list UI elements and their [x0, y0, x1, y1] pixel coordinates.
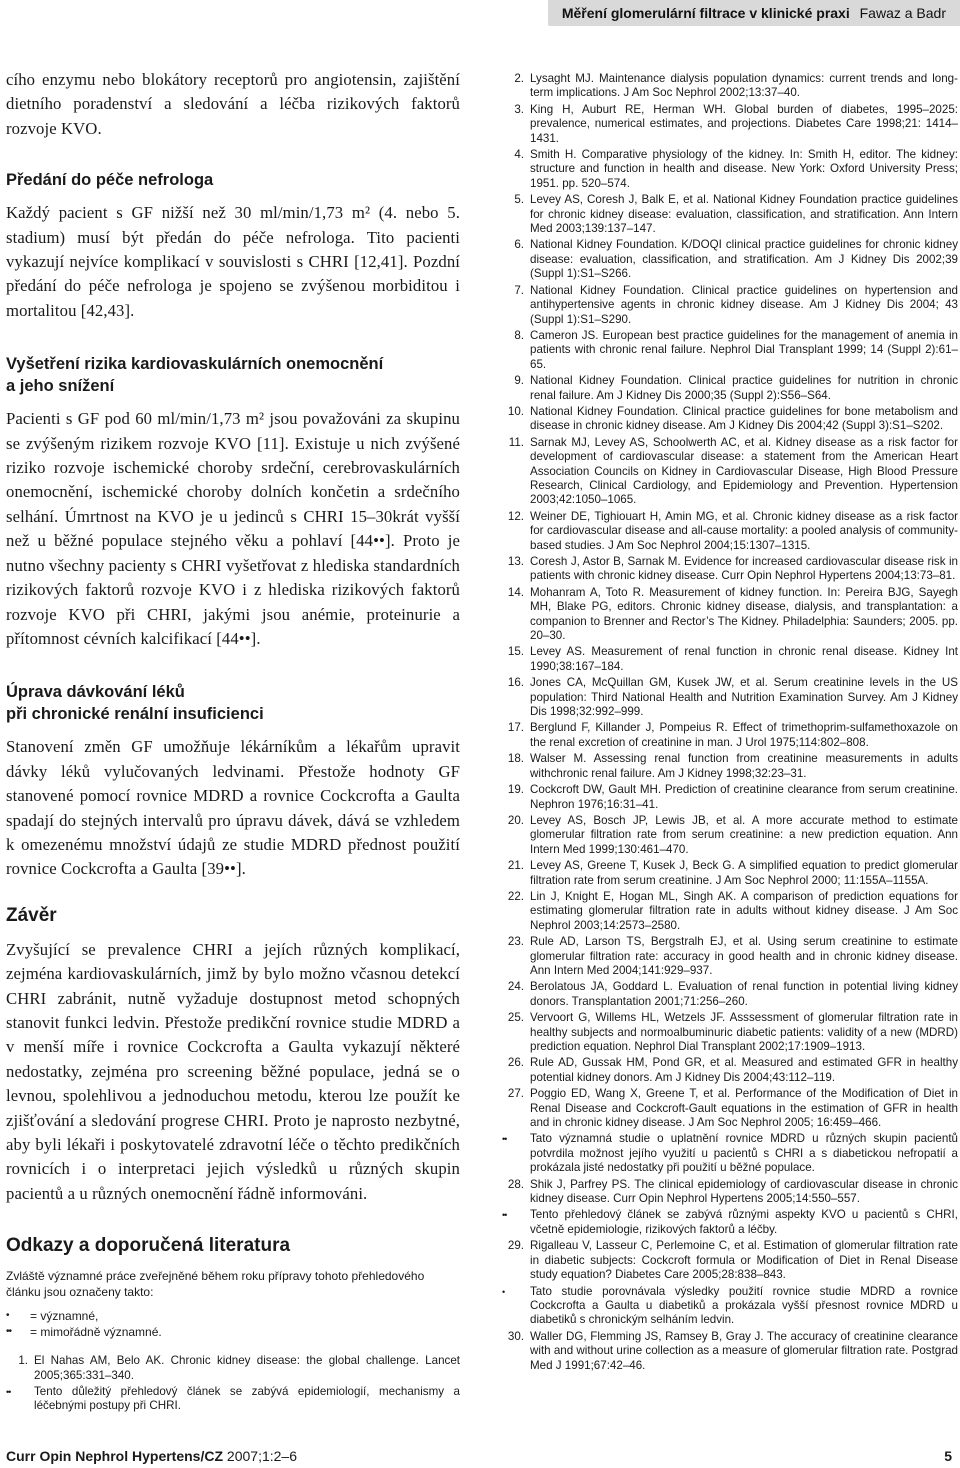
reference-text: Rigalleau V, Lasseur C, Perlemoine C, et al. Estimation of glomerular filtration rate in diabetic subjects: Cockcroft formula or Modification of Diet in Renal Disease study equation? Diabetes Care 2005;28:838–843.	[530, 1239, 958, 1282]
reference-number: 15.	[507, 645, 524, 659]
reference-item	[502, 436, 958, 508]
footer-issue: 2007;1:2–6	[223, 1448, 297, 1464]
reference-text: Berolatous JA, Goddard L. Evaluation of renal function in potential living kidney donors. Transplantation 2001;71:256–260.	[530, 980, 958, 1008]
reference-text: Berglund F, Killander J, Pompeius R. Effect of trimethoprim-sulfamethoxazole on the renal excretion of creatinine in man. J Urol 1975;114:802–808.	[530, 721, 958, 749]
double-dot-icon: ••	[6, 1326, 12, 1338]
reference-text: Rule AD, Gussak HM, Pond GR, et al. Measured and estimated GFR in healthy potential kidney donors. Am J Kidney Dis 2004;43:112–119.	[530, 1056, 958, 1084]
running-head-title: Měření glomerulární filtrace v klinické praxi	[561, 5, 850, 21]
reference-text: National Kidney Foundation. Clinical practice guidelines for nutrition in chronic renal failure. Am J Kidney Dis 2000;35 (Suppl 2):S56–S64.	[530, 374, 958, 402]
right-column	[502, 72, 958, 1375]
reference-text: Vervoort G, Willems HL, Wetzels JF. Asssessment of glomerular filtration rate in healthy subjects and normoalbuminuric diabetic patients: validity of a new (MDRD) prediction equation. Nephrol Dial Transplant 2002;17:1909–1913.	[530, 1011, 958, 1053]
reference-item	[502, 405, 958, 434]
reference-item	[502, 814, 958, 857]
paragraph: Stanovení změn GF umožňuje lékárníkům a lékařům upravit dávky léků vylučovaných ledvinami. Přestože hodnoty GF stanovené pomocí rovnice MDRD a rovnice Cockcrofta a Gaulta spadají do stejných intervalů pro úpravu dávek, dává se vzhledem k omezenému množství údajů ze studie MDRD přednost použití rovnice Cockcrofta a Gaulta [39••].	[6, 737, 460, 879]
paragraph: Zvyšující se prevalence CHRI a jejích různých komplikací, zejména kardiovaskulárních, jimž by bylo možno včasnou detekcí CHRI zabránit, nutně vyžaduje dostupnost metod schopných stanovit funkci ledvin. Přestože predikční rovnice studie MDRD a v menší míře i rovnice Cockcrofta a Gaulta vykazují některé nedostatky, zejména pro screening běžné populace, jedná se o levnou, spolehlivou a jednoduchou metodu, kterou lze použít ke zjišťování a sledování progrese CHRI. Proto je naprosto nezbytné, aby byli lékaři i poskytovatelé zdravotní léče o těchto predikčních rovnicích i o interpretaci jejich výsledků u různých skupin pacientů a u různých onemocnění řádně informováni.	[6, 939, 460, 1203]
reference-number: 2.	[514, 72, 524, 85]
reference-text: Cameron JS. European best practice guidelines for the management of anemia in patients with chronic renal failure. Nephrol Dial Transplant 1999; 14 (Suppl 2):61–65.	[530, 328, 958, 371]
reference-number: 13.	[507, 555, 524, 568]
reference-text: Shik J, Parfrey PS. The clinical epidemiology of cardiovascular disease in chronic kidney disease. Curr Opin Nephrol Hypertens 2005;14:550–557.	[530, 1177, 958, 1206]
reference-item	[502, 148, 958, 191]
reference-text: Poggio ED, Wang X, Greene T, et al. Performance of the Modification of Diet in Renal Disease and Cockcroft-Gault equations in the estimation of GFR in health and in chronic kidney disease. J Am Soc Nephrol 2005; 16:459–466.	[530, 1087, 958, 1130]
reference-text: Levey AS, Coresh J, Balk E, et al. National Kidney Foundation practice guidelines for chronic kidney disease: evaluation, classification, and stratification. Ann Intern Med 2003;139:137–147.	[530, 193, 958, 236]
reference-item	[502, 586, 958, 644]
reference-item	[502, 329, 958, 372]
reference-item	[502, 645, 958, 674]
reference-item	[502, 890, 958, 933]
reference-annotation	[6, 1385, 460, 1414]
reference-number: 24.	[507, 980, 524, 994]
single-dot-icon: •	[502, 1286, 505, 1297]
reference-item	[502, 721, 958, 750]
reference-annotation	[502, 1285, 958, 1328]
reference-number: 14.	[507, 585, 524, 599]
section-heading-line: Úprava dávkování léků	[6, 683, 185, 702]
reference-text: Lin J, Knight E, Hogan ML, Singh AK. A comparison of prediction equations for estimating glomerular filtration rate in adults without kidney disease. J Am Soc Nephrol 2003;14:2573–2580.	[530, 889, 958, 932]
reference-text: Mohanram A, Toto R. Measurement of kidney function. In: Pereira BJG, Sayegh MH, Blake PG, editors. Chronic kidney disease, dialysis, and transplantation: a companion to Brenner and Rector’s The Kidney. Philadelphia: Saunders; 2005. pp. 20–30.	[530, 585, 958, 643]
footer-journal	[6, 1447, 297, 1465]
reference-number: 23.	[507, 935, 524, 949]
paragraph: Každý pacient s GF nižší než 30 ml/min/1,73 m² (4. nebo 5. stadium) musí být předán do péče nefrologa. Tito pacienti vykazují nejvíce komplikací v souvislosti s CHRI [12,41]. Pozdní předání do péče nefrologa je spojeno se zvýšenou morbiditou i mortalitou [42,43].	[6, 203, 460, 320]
reference-item	[502, 284, 958, 327]
section-heading	[6, 353, 460, 397]
reference-number: 10.	[507, 404, 524, 418]
reference-item	[502, 1239, 958, 1282]
reference-number: 20.	[507, 813, 524, 827]
reference-item	[502, 935, 958, 978]
reference-item	[502, 676, 958, 719]
reference-item	[502, 783, 958, 812]
reference-text: Smith H. Comparative physiology of the kidney. In: Smith H, editor. The kidney: structure and function in health and disease. New York: Oxford University Press; 1951. pp. 520–574.	[530, 148, 958, 190]
legend-highly-significant	[6, 1324, 460, 1340]
reference-text: Jones CA, McQuillan GM, Kusek JW, et al. Serum creatinine levels in the US population: Third National Health and Nutrition Examination Survey. Am J Kidney Dis 1998;32:992–999.	[530, 676, 958, 719]
annotation-text: Tato studie porovnávala výsledky použití rovnice studie MDRD a rovnice Cockcrofta a Gaulta u diabetiků a prokázala vyšší přesnost rovnice MDRD u diabetiků s chronickým selháním ledvin.	[530, 1284, 958, 1327]
reference-number: 5.	[514, 193, 524, 207]
reference-item	[502, 1178, 958, 1207]
reference-number: 30.	[507, 1329, 524, 1343]
reference-item	[6, 1354, 460, 1383]
annotation-text: Tento přehledový článek se zabývá různými aspekty KVO u pacientů s CHRI, včetně epidemiologie, rizikových faktorů a léčby.	[530, 1208, 958, 1236]
reference-item	[502, 510, 958, 553]
legend-label: = významné,	[30, 1309, 99, 1324]
reference-text: Levey AS. Measurement of renal function in chronic renal disease. Kidney Int 1990;38:167–184.	[530, 645, 958, 673]
reference-number: 29.	[507, 1239, 524, 1253]
legend-significant	[6, 1308, 460, 1324]
reference-annotation	[502, 1132, 958, 1175]
reference-item	[502, 752, 958, 781]
reference-item	[502, 980, 958, 1009]
double-dot-icon: ••	[6, 1387, 11, 1398]
reference-number: 26.	[507, 1056, 524, 1070]
reference-number: 11.	[508, 435, 524, 449]
reference-text: Coresh J, Astor B, Sarnak M. Evidence for increased cardiovascular disease risk in patients with chronic kidney disease. Curr Opin Nephrol Hypertens 2004;13:73–81.	[530, 555, 958, 583]
reference-number: 6.	[514, 238, 524, 252]
reference-item	[502, 1011, 958, 1054]
page-number: 5	[944, 1448, 952, 1464]
reference-number: 8.	[514, 328, 524, 342]
reference-item	[502, 103, 958, 146]
reference-number: 17.	[507, 721, 524, 735]
reference-text: National Kidney Foundation. Clinical practice guidelines for bone metabolism and disease in chronic kidney disease. Am J Kidney Dis 2004;42 (Suppl 3):S1–S202.	[530, 404, 958, 433]
reference-text: National Kidney Foundation. K/DOQI clinical practice guidelines for chronic kidney disease: evaluation, classification, and stratification. Am J Kidney Dis 2002;39 (Suppl 1):S1–S266.	[530, 238, 958, 281]
reference-item	[502, 859, 958, 888]
running-head-authors: Fawaz a Badr	[859, 5, 946, 21]
reference-item	[502, 72, 958, 101]
footer-journal-name: Curr Opin Nephrol Hypertens/CZ	[6, 1448, 224, 1464]
reference-text: Lysaght MJ. Maintenance dialysis population dynamics: current trends and long-term implications. J Am Soc Nephrol 2002;13:37–40.	[530, 72, 958, 100]
reference-number: 19.	[507, 783, 524, 797]
reference-text: Cockcroft DW, Gault MH. Prediction of creatinine clearance from serum creatinine. Nephron 1976;16:31–41.	[530, 783, 958, 811]
reference-number: 1.	[18, 1354, 28, 1368]
references-intro: Zvláště významné práce zveřejněné během roku přípravy tohoto přehledového článku jsou označeny takto:	[6, 1269, 425, 1300]
reference-number: 12.	[507, 509, 524, 523]
reference-number: 27.	[507, 1087, 524, 1101]
reference-number: 21.	[507, 859, 524, 873]
reference-text: Waller DG, Flemming JS, Ramsey B, Gray J. The accuracy of creatinine clearance with and without urine collection as a measure of glomerular filtration rate. Postgrad Med J 1991;67:42–46.	[530, 1329, 958, 1372]
reference-text: King H, Auburt RE, Herman WH. Global burden of diabetes, 1995–2025: prevalence, numerical estimates, and projections. Diabetes Care 1998;21: 1414–1431.	[530, 102, 958, 145]
reference-item	[502, 238, 958, 281]
section-heading-line: a jeho snížení	[6, 377, 115, 396]
double-dot-icon: ••	[502, 1134, 507, 1145]
section-heading-line: při chronické renální insuficienci	[6, 705, 264, 724]
reference-text: Levey AS, Greene T, Kusek J, Beck G. A simplified equation to predict glomerular filtration rate from serum creatinine. J Am Soc Nephrol 2000; 11:155A–1155A.	[530, 859, 958, 887]
reference-text: Weiner DE, Tighiouart H, Amin MG, et al. Chronic kidney disease as a risk factor for cardiovascular disease and all-cause mortality: a pooled analysis of community-based studies. J Am Soc Nephrol 2004;15:1307–1315.	[530, 509, 958, 552]
section-heading	[6, 681, 460, 725]
reference-number: 28.	[507, 1177, 524, 1191]
section-heading-line: Vyšetření rizika kardiovaskulárních onemocnění	[6, 355, 384, 374]
annotation-text: Tento důležitý přehledový článek se zabývá epidemiologií, mechanismy a léčebnými postupy při CHRI.	[34, 1385, 460, 1413]
reference-number: 25.	[507, 1011, 524, 1025]
reference-item	[502, 193, 958, 236]
reference-number: 22.	[507, 889, 524, 903]
reference-text: Sarnak MJ, Levey AS, Schoolwerth AC, et al. Kidney disease as a risk factor for development of cardiovascular disease: a statement from the American Heart Association Councils on Kidney in Cardiovascular Disease, High Blood Pressure Research, Clinical Cardiology, and Epidemiology and Prevention. Hypertension 2003;42:1050–1065.	[530, 435, 958, 507]
references-heading: Odkazy a doporučená literatura	[6, 1235, 291, 1257]
legend-label: = mimořádně významné.	[30, 1325, 162, 1340]
reference-item	[502, 374, 958, 403]
reference-number: 16.	[507, 676, 524, 690]
paragraph: cího enzymu nebo blokátory receptorů pro angiotensin, zajištění dietního poradenství a sledování a léčba rizikových faktorů rozvoje KVO.	[6, 70, 460, 138]
reference-text: Levey AS, Bosch JP, Lewis JB, et al. A more accurate method to estimate glomerular filtration rate from serum creatinine: a new prediction equation. Ann Intern Med 1999;130:461–470.	[530, 813, 958, 856]
reference-number: 7.	[514, 283, 524, 297]
single-dot-icon: •	[6, 1310, 9, 1322]
reference-number: 9.	[514, 374, 524, 388]
section-heading: Předání do péče nefrologa	[6, 171, 214, 190]
annotation-text: Tato významná studie o uplatnění rovnice MDRD u různých skupin pacientů potvrdila možnost jejího využití u pacientů s CHRI a s diabetickou nefropatií a prokázala jisté nedostatky při použití u běžné populace.	[530, 1132, 958, 1175]
reference-number: 3.	[514, 102, 524, 116]
reference-item	[502, 1087, 958, 1130]
left-column	[6, 68, 460, 1416]
reference-text: Walser M. Assessing renal function from creatinine measurements in adults withchronic renal failure. Am J Kidney 1998;32:23–31.	[530, 752, 958, 780]
reference-number: 4.	[514, 148, 524, 162]
paragraph: Pacienti s GF pod 60 ml/min/1,73 m² jsou považováni za skupinu se zvýšeným rizikem rozvoje KVO [11]. Existuje u nich zvýšené riziko rozvoje ischemické choroby srdeční, cerebrovaskulárních onemocnění, ischemické choroby dolních končetin a srdečního selhání. Úmrtnost na KVO je u jedinců s CHRI 15–30krát vyšší než u běžné populace stejného věku a pohlaví [44••]. Proto je nutno všechny pacienty s CHRI vyšetřovat z hlediska standardních rizikových faktorů rozvoje KVO i z hlediska rizikových faktorů rozvoje KVO při CHRI, jakými jsou anémie, proteinurie a přítomnost cévních kalcifikací [44••].	[6, 409, 460, 648]
double-dot-icon: ••	[502, 1210, 507, 1221]
reference-item	[502, 1056, 958, 1085]
reference-item	[502, 555, 958, 584]
reference-number: 18.	[507, 752, 524, 766]
running-head	[548, 0, 960, 26]
reference-text: Rule AD, Larson TS, Bergstralh EJ, et al. Using serum creatinine to estimate glomerular filtration rate: accuracy in good health and in chronic kidney disease. Ann Intern Med 2004;141:929–937.	[530, 935, 958, 977]
reference-item	[502, 1330, 958, 1373]
section-heading: Závěr	[6, 904, 57, 926]
reference-annotation	[502, 1208, 958, 1237]
reference-text: National Kidney Foundation. Clinical practice guidelines on hypertension and antihypertensive agents in chronic kidney disease. Am J Kidney Dis 2004; 43 (Suppl 1):S1–S290.	[530, 283, 958, 326]
reference-text: El Nahas AM, Belo AK. Chronic kidney disease: the global challenge. Lancet 2005;365:331–340.	[34, 1354, 460, 1382]
